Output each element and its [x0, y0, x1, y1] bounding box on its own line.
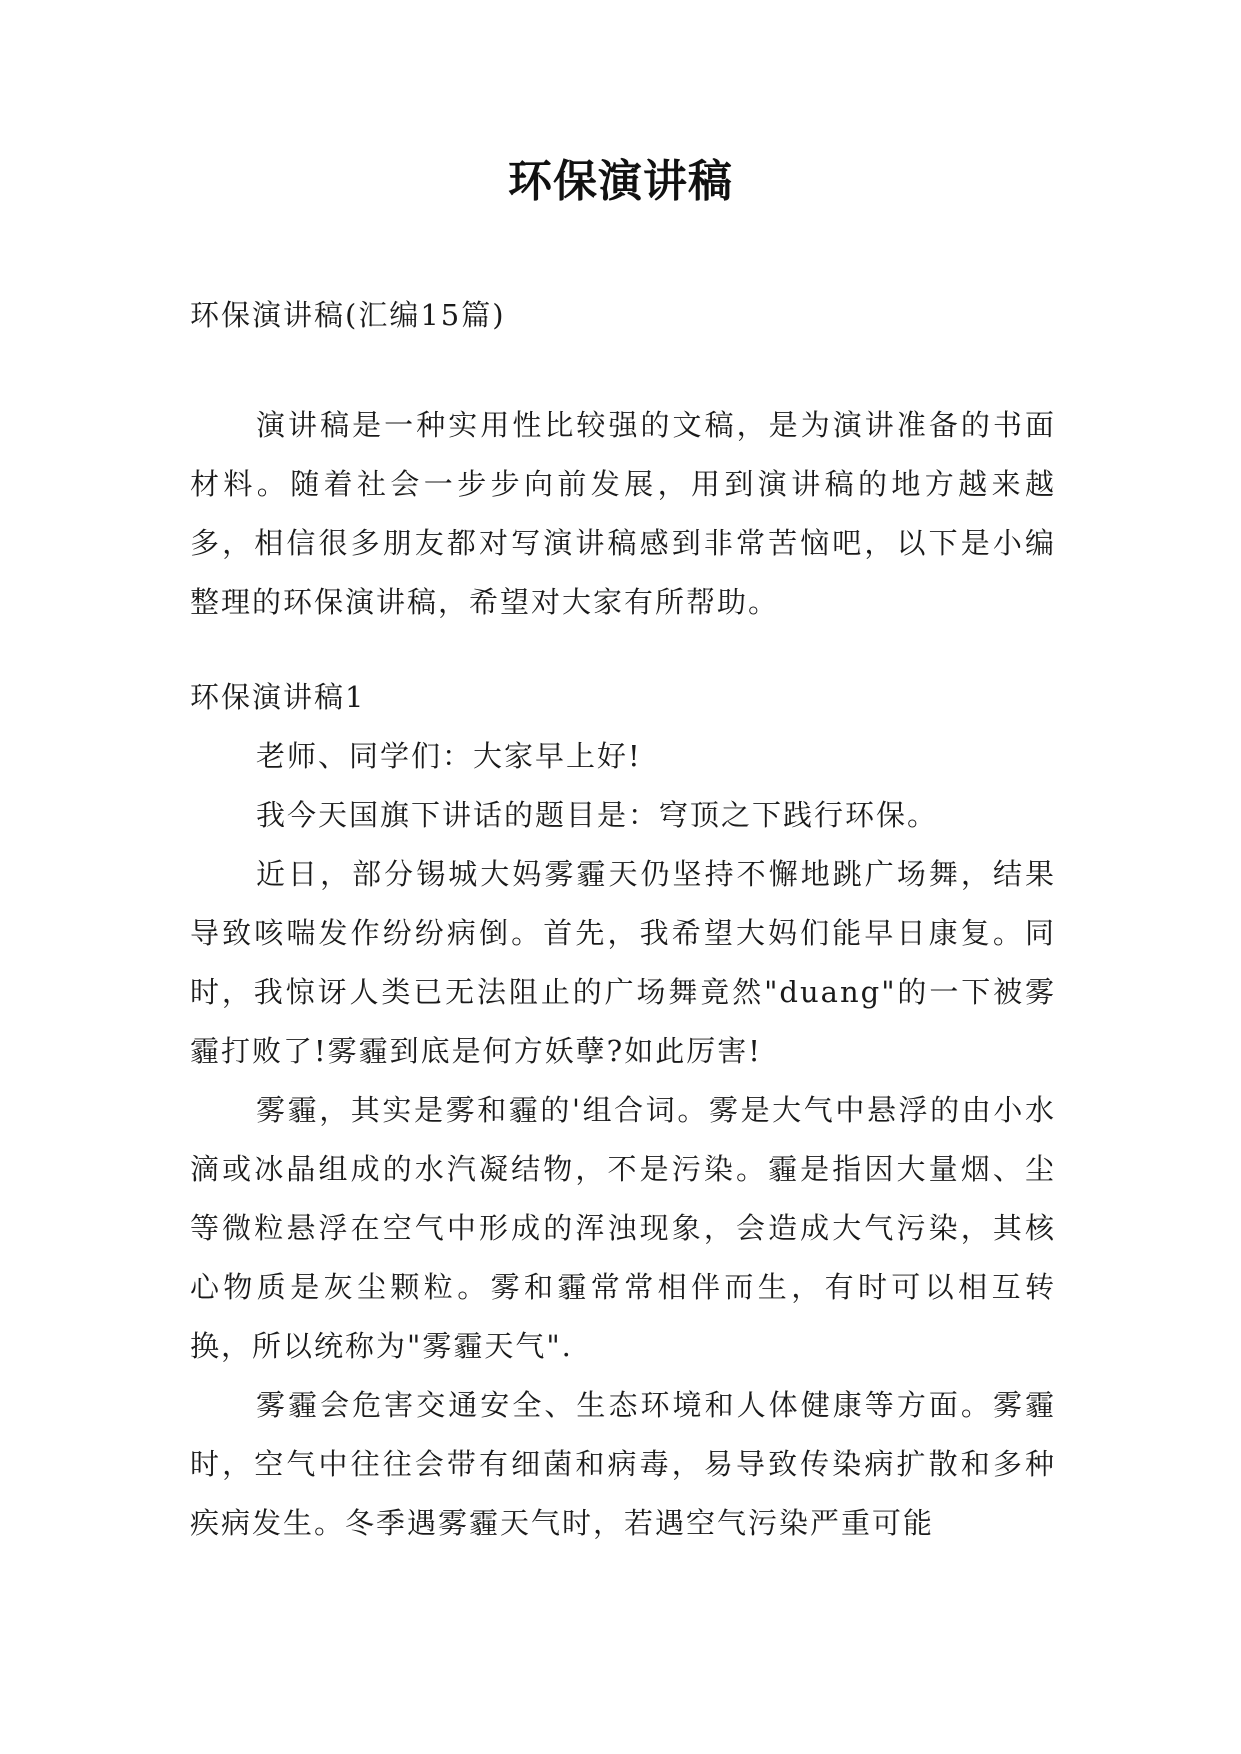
body-paragraph-greeting: 老师、同学们：大家早上好!	[256, 739, 642, 773]
body-paragraph-topic: 我今天国旗下讲话的题目是：穹顶之下践行环保。	[256, 798, 939, 832]
body-paragraph-smog-harm: 雾霾会危害交通安全、生态环境和人体健康等方面。雾霾时，空气中往往会带有细菌和病毒，易导致传染病扩散和多种疾病发生。冬季遇雾霾天气时，若遇空气污染严重可能	[190, 1388, 1056, 1540]
body-paragraph-square-dance: 近日，部分锡城大妈雾霾天仍坚持不懈地跳广场舞，结果导致咳喘发作纷纷病倒。首先，我希望大妈们能早日康复。同时，我惊讶人类已无法阻止的广场舞竟然"duang"的一下被雾霾打败了!雾霾到底是何方妖孽?如此厉害!	[190, 857, 1056, 1068]
document-subtitle: 环保演讲稿(汇编15篇)	[190, 298, 506, 332]
body-paragraph-smog-definition: 雾霾，其实是雾和霾的'组合词。雾是大气中悬浮的由小水滴或冰晶组成的水汽凝结物，不是污染。霾是指因大量烟、尘等微粒悬浮在空气中形成的浑浊现象，会造成大气污染，其核心物质是灰尘颗粒。雾和霾常常相伴而生，有时可以相互转换，所以统称为"雾霾天气".	[190, 1093, 1056, 1363]
document-body	[190, 286, 1056, 1553]
section-heading: 环保演讲稿1	[190, 680, 366, 714]
document-title: 环保演讲稿	[508, 156, 733, 207]
intro-paragraph: 演讲稿是一种实用性比较强的文稿，是为演讲准备的书面材料。随着社会一步步向前发展，用到演讲稿的地方越来越多，相信很多朋友都对写演讲稿感到非常苦恼吧，以下是小编整理的环保演讲稿，希望对大家有所帮助。	[190, 408, 1056, 619]
